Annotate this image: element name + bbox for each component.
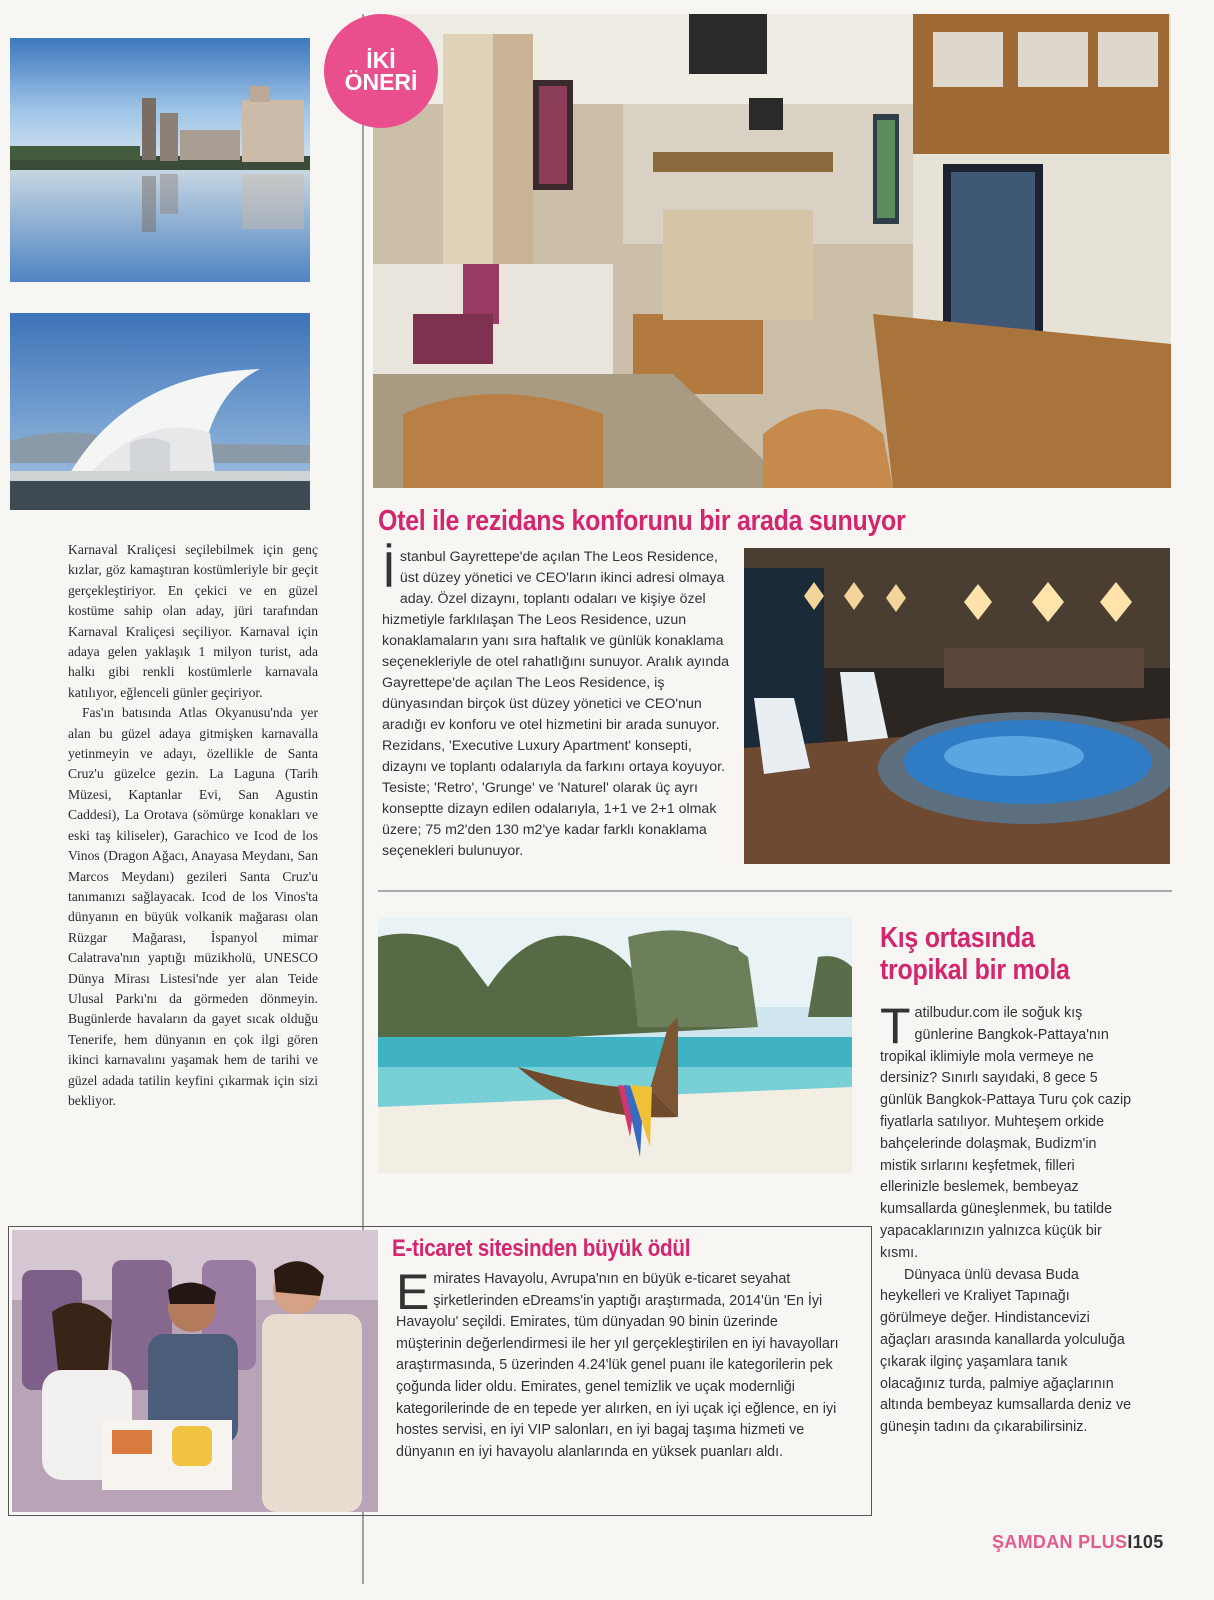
- leos-body: stanbul Gayrettepe'de açılan The Leos Residence, üst düzey yönetici ve CEO'ların ikinci adresi olmaya aday. Özel dizaynı, toplantı odaları ve kişiye özel hizmetiyle farklılaşan The Leos Residence, uzun konaklamaların yanı sıra haftalık ve günlük konaklama seçenekleriyle de otel rahatlığını sunuyor. Aralık ayında Gayrettepe'de açılan The Leos Residence, iş dünyasından birçok üst düzey yönetici ve CEO'nun aradığı ev konforu ve otel hizmetini bir arada sunuyor. Rezidans, 'Executive Luxury Apartment' konsepti, dizaynı ve toplantı odalarıyla da farkını ortaya koyuyor. Tesiste; 'Retro', 'Grunge' ve 'Naturel' olarak üç ayrı konseptte dizayn edilen odalarıyla, 1+1 ve 2+1 olmak üzere; 75 m2'den 130 m2'ye kadar farklı konaklama seçenekleri bulunuyor.: [382, 549, 730, 859]
- thailand-paragraph-1: atilbudur.com ile soğuk kış günlerine Bangkok-Pattaya'nın tropikal iklimiyle mola vermeye ne dersiniz? Sınırlı sayıdaki, 8 gece 5 günlük Bangkok-Pattaya Turu çok cazip fiyatlarla satılıyor. Muhteşem orkide bahçelerinde dolaşmak, Budizm'in mistik sırlarını keşfetmek, filleri ellerinizle beslemek, bembeyaz kumsallarda güneşlenmek, bu tatilde yapacaklarınızın yalnızca küçük bir kısmı.: [880, 1005, 1132, 1261]
- tenerife-paragraph-1: Karnaval Kraliçesi seçilebilmek için genç kızlar, göz kamaştıran kostümleriyle bir geçit gerçekleştiriyor. En çekici ve en güzel kostüme sahip olan aday, jüri tarafından Karnaval Kraliçesi seçiliyor. Karnaval için adaya gelen yaklaşık 1 milyon turist, ada halkı gibi renkli kostümlerle karnavala katılıyor, eğlenceli günler geçiriyor.: [68, 542, 318, 700]
- emirates-article-text: [396, 1264, 840, 1463]
- emirates-headline: E-ticaret sitesinden büyük ödül: [392, 1235, 691, 1262]
- iki-oneri-badge: [324, 14, 438, 128]
- leos-living-room-photo: [373, 14, 1171, 488]
- thailand-beach-photo: [378, 917, 852, 1173]
- emirates-dropcap: E: [396, 1264, 430, 1320]
- thailand-headline-line-1: Kış ortasında: [880, 922, 1035, 954]
- page-number: 105: [1132, 1532, 1164, 1552]
- leos-headline: Otel ile rezidans konforunu bir arada sunuyor: [378, 505, 906, 537]
- page-folio: [992, 1532, 1164, 1553]
- emirates-body: mirates Havayolu, Avrupa'nın en büyük e-ticaret seyahat şirketlerinden eDreams'in yaptığı araştırmada, 2014'ün 'En İyi Havayolu' seçildi. Emirates, tüm dünyadan 90 binin üzerinde müşterinin değerlendirmesi ile her yıl gerçekleştirilen en iyi havayolları araştırmasında, 5 üzerinden 4.24'lük genel puanı ile kategorilerin pek çoğunda lider oldu. Emirates, genel temizlik ve uçak modernliği kategorilerinde de en tepede yer alırken, en iyi uçak içi eğlence, en iyi hostes servisi, en iyi VIP salonları, en iyi bagaj taşıma hizmeti ve dünyanın en iyi havayolu alanlarında en yüksek puanları aldı.: [396, 1271, 839, 1460]
- emirates-cabin-photo: [12, 1230, 378, 1512]
- tenerife-article-text: [68, 540, 318, 1111]
- thailand-headline-line-2: tropikal bir mola: [880, 954, 1070, 986]
- section-divider-1: [378, 890, 1172, 892]
- folio-separator: I: [1127, 1532, 1133, 1552]
- thailand-paragraph-2: Dünyaca ünlü devasa Buda heykelleri ve Kraliyet Tapınağı görülmeye değer. Hindistancevizi ağaçları arasında kanallarda yolculuğa çıkarak ilginç yaşamlara tanık olacağınız turda, palmiye ağaçlarının altında bembeyaz kumsallarda deniz ve güneşin tadını da çıkarabilirsiniz.: [880, 1266, 1132, 1436]
- opera-house-photo: [10, 313, 310, 510]
- jacuzzi-room-photo: [744, 548, 1170, 864]
- badge-line-2: ÖNERİ: [344, 69, 418, 95]
- thailand-article-text: [880, 998, 1134, 1439]
- thailand-headline: [880, 922, 1070, 986]
- badge-line-1: İKİ: [366, 47, 396, 73]
- leos-article-text: [382, 542, 734, 862]
- thailand-dropcap: T: [880, 998, 911, 1054]
- leos-dropcap: İ: [382, 542, 396, 598]
- santa-cruz-reflection-photo: [10, 38, 310, 282]
- tenerife-paragraph-2: Fas'ın batısında Atlas Okyanusu'nda yer alan bu güzel adaya gitmişken karnavalla yetinmeyin ve adayı, özellikle de Santa Cruz'u güzelce gezin. La Laguna (Tarih Müzesi, Kaptanlar Evi, San Agustin Caddesi), La Orotava (sömürge konakları ve eski taş kiliseler), Garachico ve Icod de los Vinos (Dragon Ağacı, Anayasa Meydanı, San Marcos Meydanı) gezileri Santa Cruz'u tanımanızı sağlayacak. Icod de los Vinos'ta dünyanın en büyük volkanik mağarası olan Rüzgar Mağarası, İspanyol mimar Calatrava'nın yaptığı müzikholü, UNESCO Dünya Mirası Listesi'nde yer alan Teide Ulusal Parkı'nı da görmeden dönmeyin. Bugünlerde havaların da gayet sıcak olduğu Tenerife, hem dünyanın en çok ilgi gören ikinci karnavalını yaşamak hem de tarihi ve güzel adada tatilin keyfini çıkarmak için sizi bekliyor.: [68, 705, 318, 1108]
- magazine-name: ŞAMDAN PLUS: [992, 1532, 1128, 1552]
